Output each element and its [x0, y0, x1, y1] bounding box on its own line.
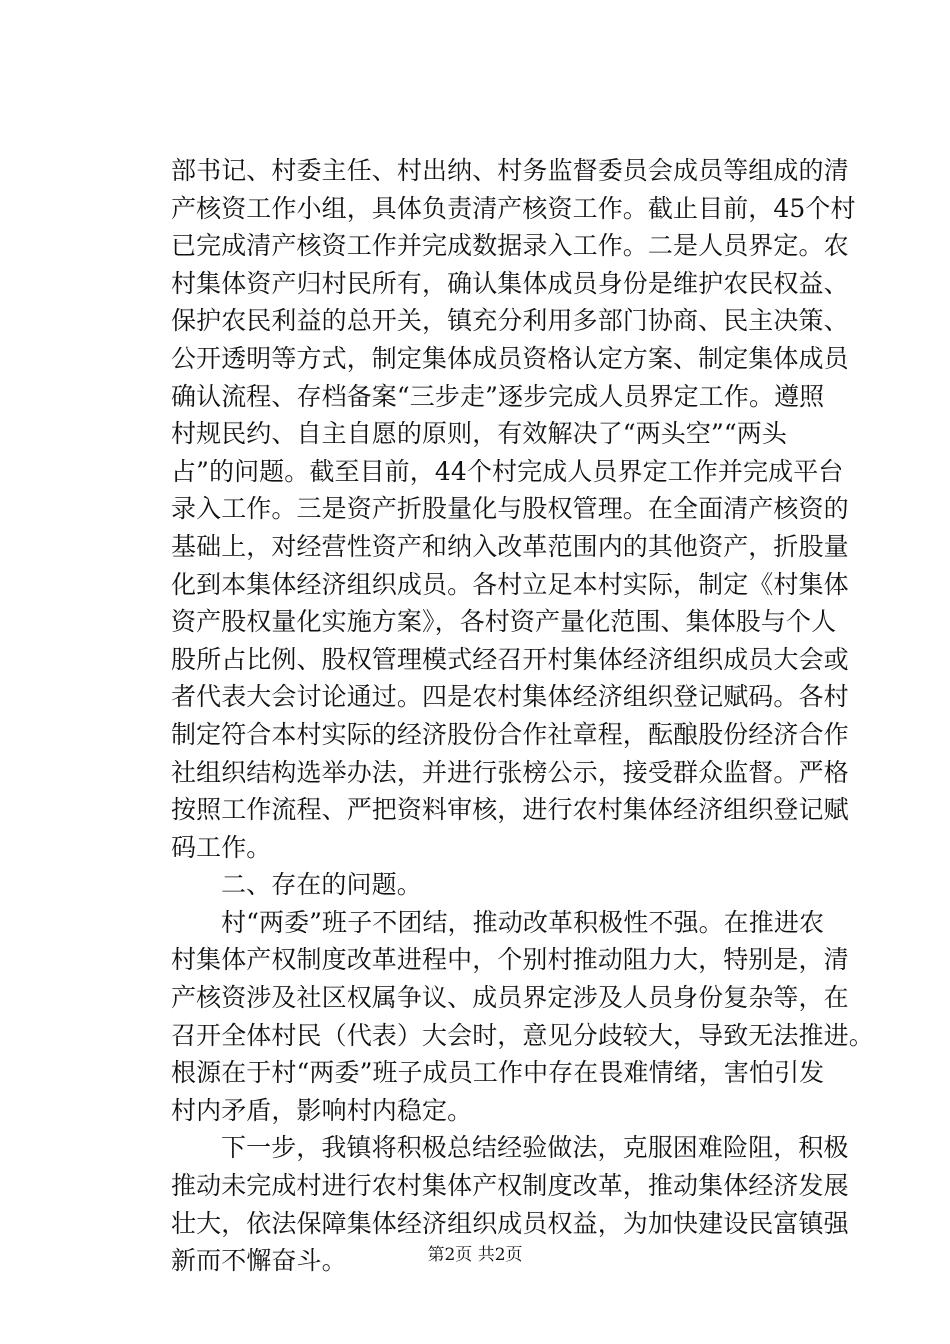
text-line: 制定符合本村实际的经济股份合作社章程，酝酿股份经济合作 — [171, 719, 849, 749]
text-line: 新而不懈奋斗。 — [171, 1246, 347, 1276]
section-heading: 二、存在的问题。 — [221, 870, 422, 900]
text-line: 资产股权量化实施方案》，各村资产量化范围、集体股与个人 — [171, 607, 837, 637]
text-line: 推动未完成村进行农村集体产权制度改革，推动集体经济发展 — [171, 1171, 849, 1201]
text-line: 产核资涉及社区权属争议、成员界定涉及人员身份复杂等，在 — [171, 983, 849, 1013]
text-line: 基础上，对经营性资产和纳入改革范围内的其他资产，折股量 — [171, 531, 849, 561]
text-line: 占”的问题。截至目前，44个村完成人员界定工作并完成平台 — [171, 456, 844, 486]
body-text — [171, 152, 874, 1280]
text-line: 码工作。 — [171, 832, 272, 862]
text-line: 部书记、村委主任、村出纳、村务监督委员会成员等组成的清 — [171, 156, 849, 185]
text-line: 股所占比例、股权管理模式经召开村集体经济组织成员大会或 — [171, 644, 849, 674]
text-line: 根源在于村“两委”班子成员工作中存在畏难情绪，害怕引发 — [171, 1058, 825, 1088]
text-line: 化到本集体经济组织成员。各村立足本村实际，制定《村集体 — [171, 569, 849, 599]
text-line: 村集体产权制度改革进程中，个别村推动阻力大，特别是，清 — [171, 945, 849, 975]
page-footer: 第2页 共2页 — [427, 1245, 523, 1265]
text-line: 确认流程、存档备案“三步走”逐步完成人员界定工作。遵照 — [171, 381, 825, 411]
text-line: 壮大，依法保障集体经济组织成员权益，为加快建设民富镇强 — [171, 1208, 849, 1238]
text-line: 村集体资产归村民所有，确认集体成员身份是维护农民权益、 — [171, 268, 849, 298]
text-line: 村内矛盾，影响村内稳定。 — [171, 1095, 473, 1125]
text-line: 保护农民利益的总开关，镇充分利用多部门协商、民主决策、 — [171, 306, 849, 336]
text-line: 产核资工作小组，具体负责清产核资工作。截止目前，45个村 — [171, 193, 856, 223]
text-line: 按照工作流程、严把资料审核，进行农村集体经济组织登记赋 — [171, 795, 849, 825]
text-line: 村规民约、自主自愿的原则，有效解决了“两头空”“两头 — [171, 419, 787, 449]
text-line: 录入工作。三是资产折股量化与股权管理。在全面清产核资的 — [171, 494, 849, 524]
text-line: 召开全体村民（代表）大会时，意见分歧较大，导致无法推进。 — [171, 1020, 874, 1050]
text-line: 村“两委”班子不团结，推动改革积极性不强。在推进农 — [221, 907, 825, 937]
text-line: 公开透明等方式，制定集体成员资格认定方案、制定集体成员 — [171, 343, 849, 373]
text-line: 已完成清产核资工作并完成数据录入工作。二是人员界定。农 — [171, 231, 849, 261]
text-line: 下一步，我镇将积极总结经验做法，克服困难险阻，积极 — [221, 1133, 849, 1163]
text-line: 社组织结构选举办法，并进行张榜公示，接受群众监督。严格 — [171, 757, 849, 787]
text-line: 者代表大会讨论通过。四是农村集体经济组织登记赋码。各村 — [171, 682, 849, 712]
